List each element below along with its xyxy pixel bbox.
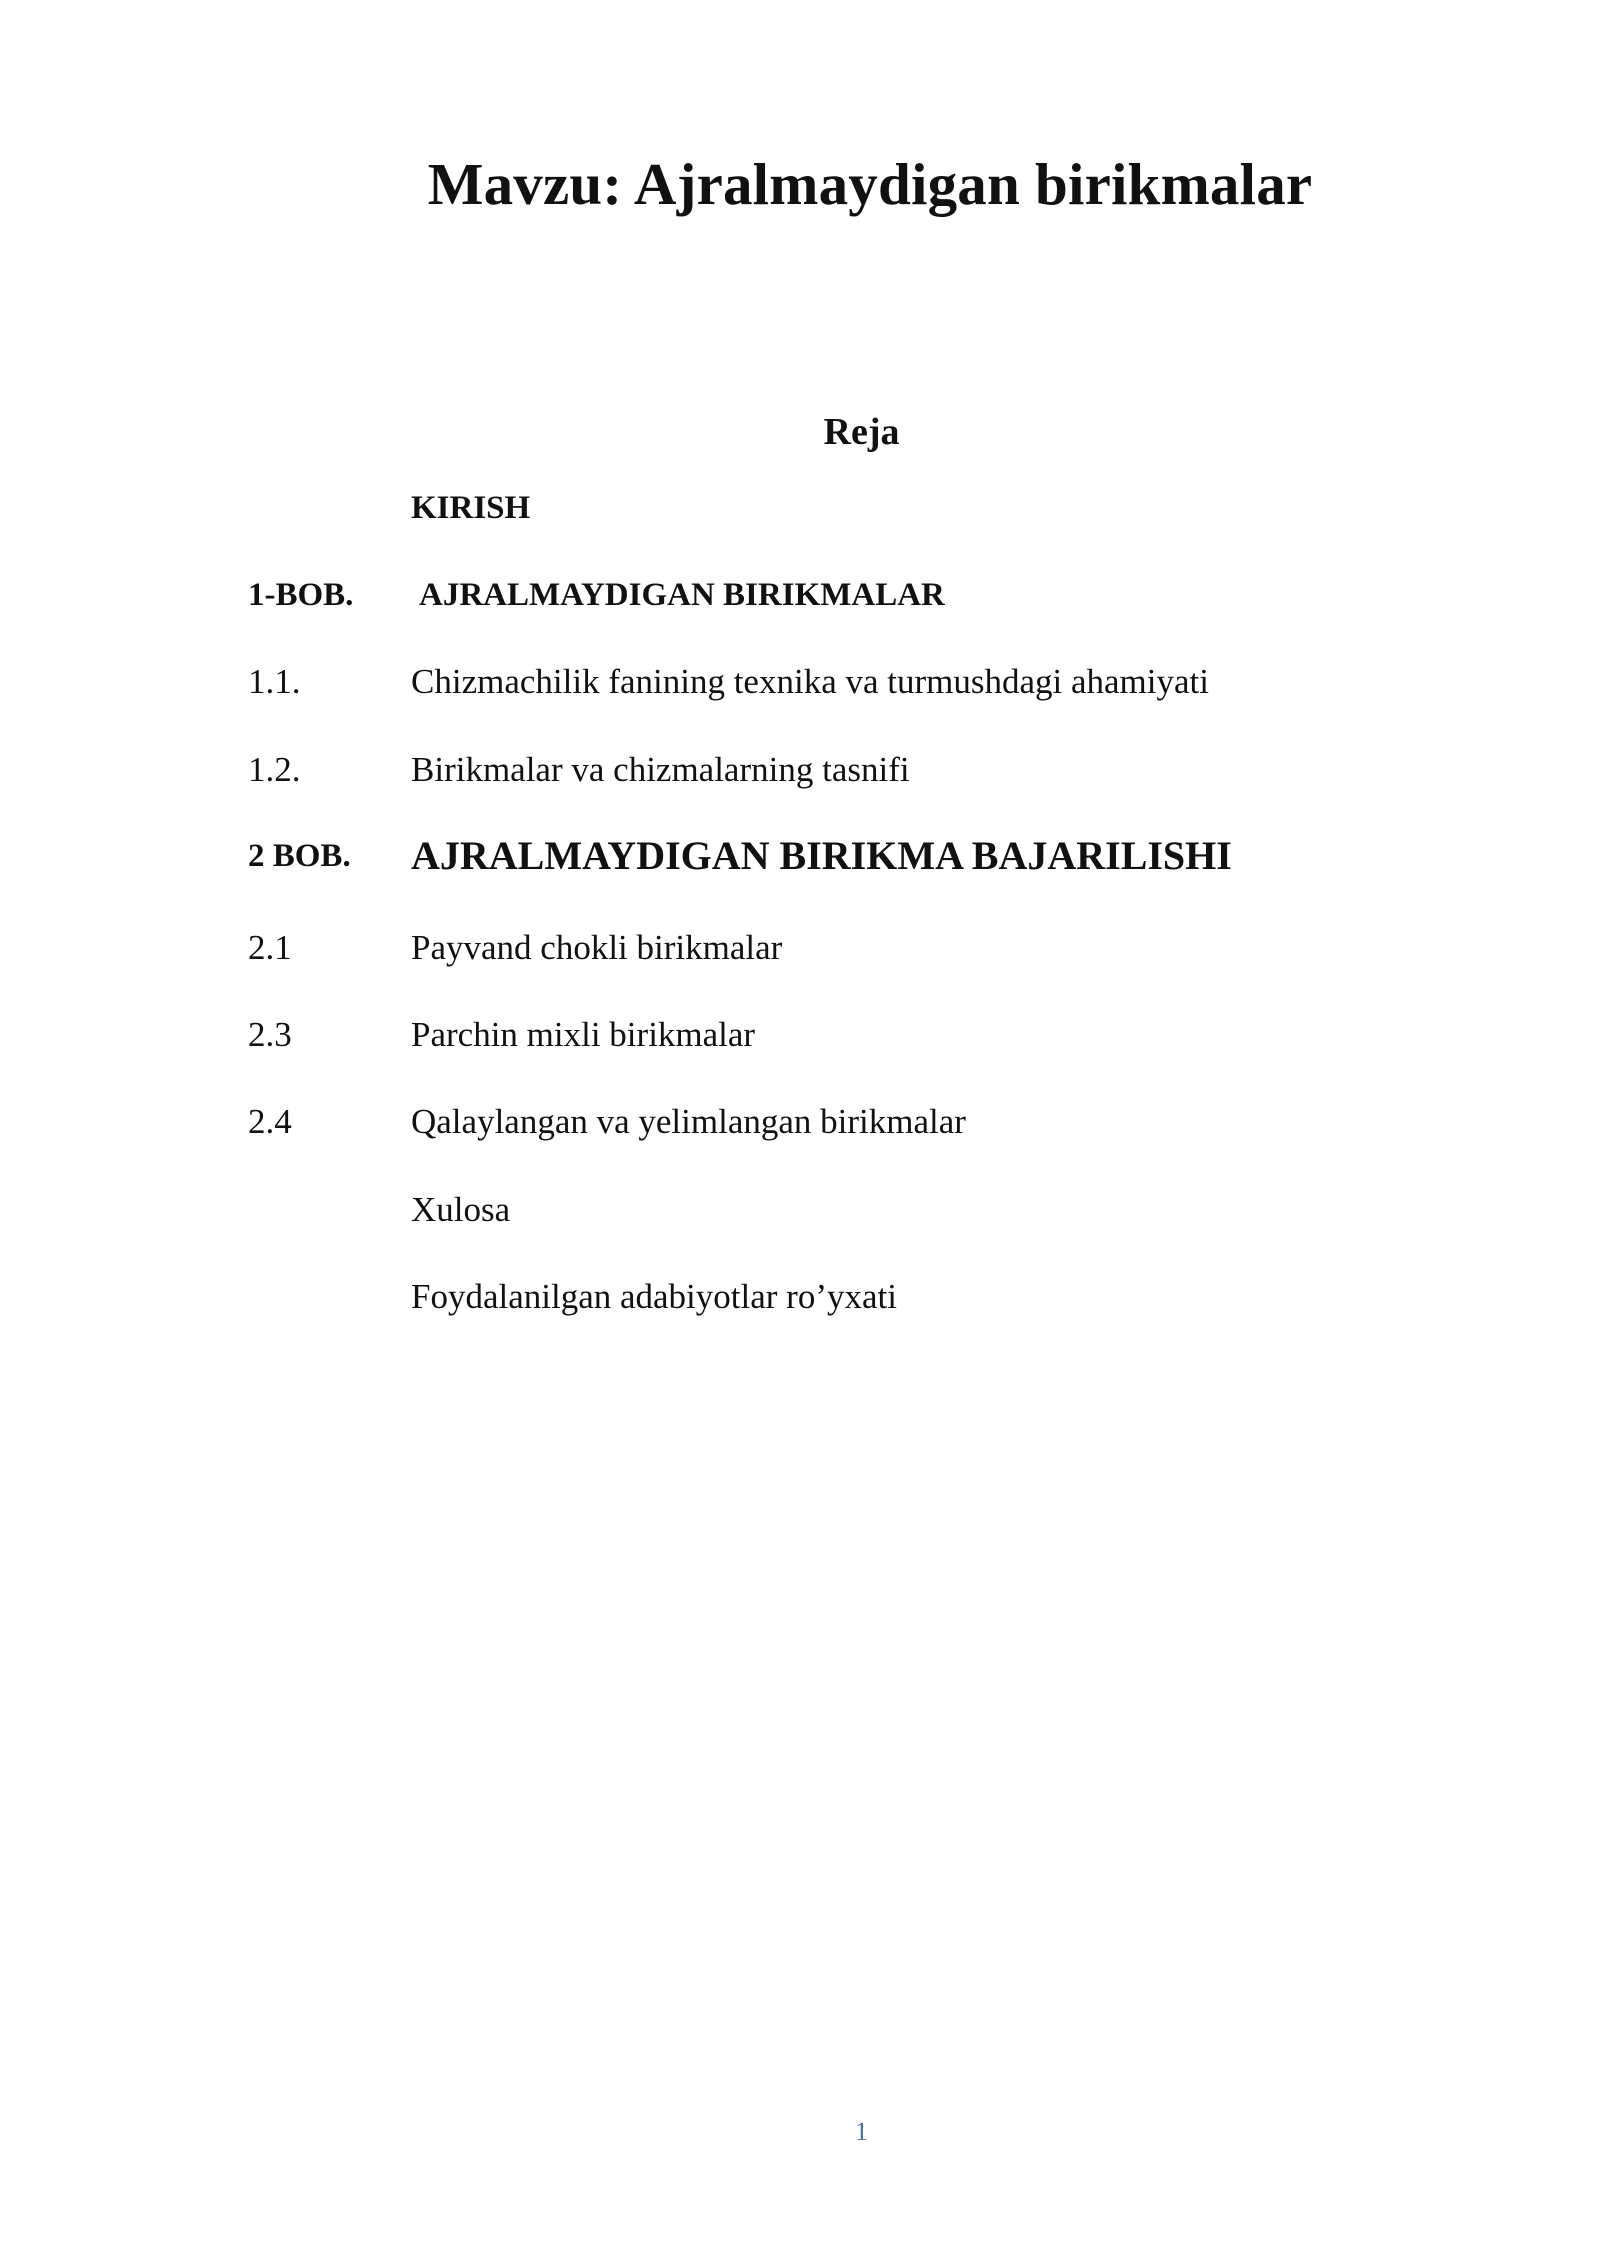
toc-row [0, 1277, 1600, 1337]
toc-entry: Xulosa [411, 1190, 511, 1229]
toc-entry: AJRALMAYDIGAN BIRIKMA BAJARILISHI [411, 833, 1232, 878]
toc-entry: Birikmalar va chizmalarning tasnifi [411, 750, 910, 789]
toc-entry: AJRALMAYDIGAN BIRIKMALAR [419, 577, 945, 613]
page-number: 1 [855, 2117, 868, 2146]
toc-number: 1.1. [248, 662, 301, 701]
toc-entry: Payvand chokli birikmalar [411, 928, 783, 967]
toc-row [0, 833, 1600, 898]
toc-entry: Foydalanilgan adabiyotlar ro’yxati [411, 1277, 897, 1316]
toc-row [0, 662, 1600, 722]
toc-entry: Chizmachilik fanining texnika va turmushdagi ahamiyati [411, 662, 1209, 701]
toc-entry: Qalaylangan va yelimlangan birikmalar [411, 1102, 966, 1141]
toc-number: 2.1 [248, 928, 292, 967]
page-title: Mavzu: Ajralmaydigan birikmalar [427, 151, 1313, 217]
toc-row [0, 1015, 1600, 1075]
toc-number: 1-BOB. [248, 577, 354, 613]
toc-row [0, 1102, 1600, 1162]
toc-entry: Parchin mixli birikmalar [411, 1015, 756, 1054]
toc-row [0, 1190, 1600, 1250]
plan-heading: Reja [823, 411, 900, 453]
toc-row [0, 750, 1600, 810]
toc-number: 2.4 [248, 1102, 292, 1141]
toc-number: 2.3 [248, 1015, 292, 1054]
toc-row [0, 928, 1600, 988]
toc-row [0, 577, 1600, 637]
toc-row [0, 490, 1600, 550]
toc-number: 2 BOB. [248, 838, 351, 874]
toc-entry: KIRISH [411, 490, 531, 526]
toc-number: 1.2. [248, 750, 301, 789]
